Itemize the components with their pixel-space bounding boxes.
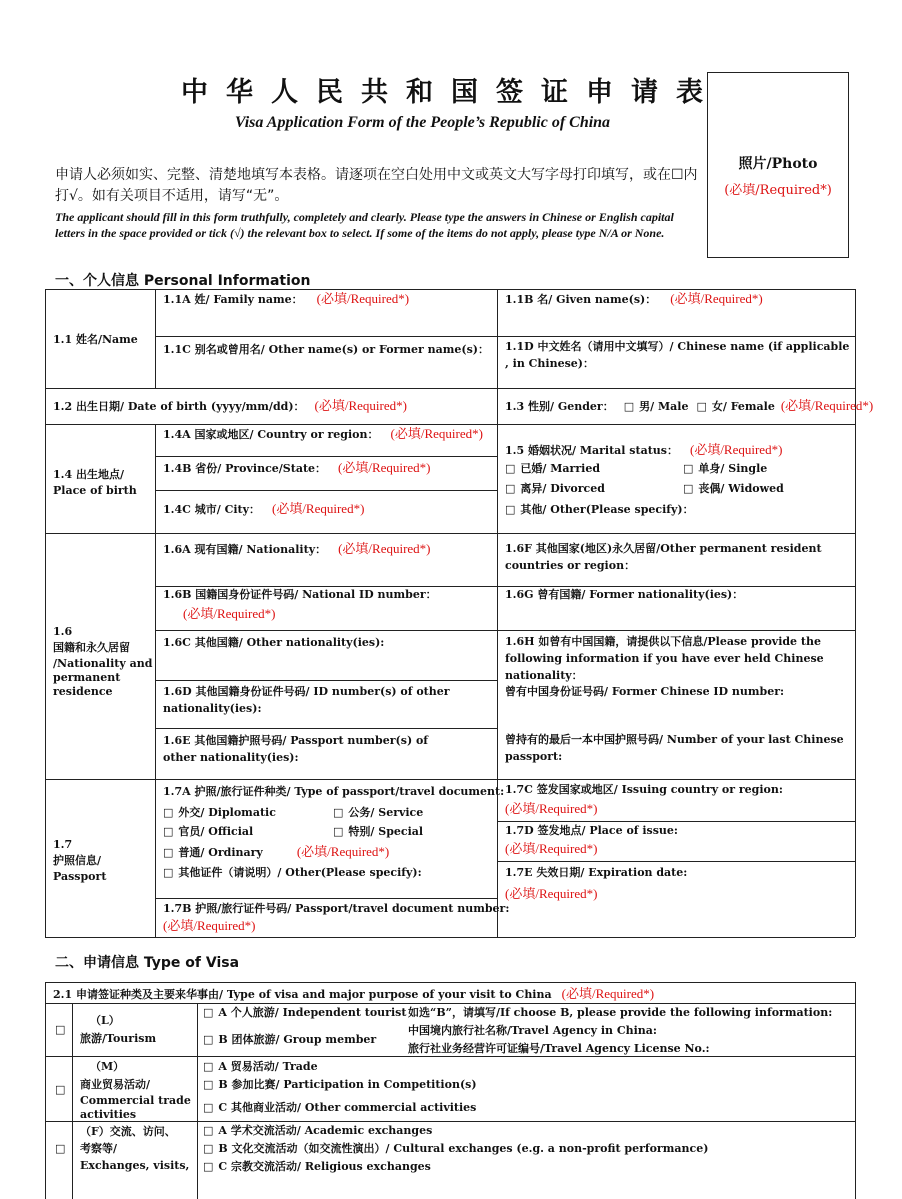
nationality-label-line4: permanent	[53, 671, 121, 684]
passport-label-line2: 护照信息/	[53, 854, 102, 867]
visa-m-name-line1: 商业贸易活动/	[80, 1078, 151, 1091]
travel-agency-license-field[interactable]: 旅行社业务经营许可证编号/Travel Agency License No.:	[408, 1042, 710, 1055]
issuing-country-required[interactable]: (必填/Required*)	[505, 801, 598, 816]
nationality-label-line2: 国籍和永久居留	[53, 641, 130, 654]
photo-box[interactable]	[707, 72, 849, 258]
visa-f-name-line3: Exchanges, visits,	[80, 1159, 190, 1172]
passport-number-label: 1.7B 护照/旅行证件号码/ Passport/travel document number:	[163, 902, 510, 915]
gender-field[interactable]	[505, 397, 873, 415]
dob-label: 1.2 出生日期/ Date of birth (yyyy/mm/dd)：	[53, 400, 305, 413]
visa-f-checkbox[interactable]	[55, 1140, 70, 1157]
section-personal-information: 一、个人信息 Personal Information	[55, 273, 311, 289]
visa-m-a-checkbox[interactable]: □ A 贸易活动/ Trade	[203, 1058, 318, 1075]
gender-label: 1.3 性别/ Gender：	[505, 400, 614, 413]
former-chinese-nationality-note: 1.6H 如曾有中国国籍，请提供以下信息/Please provide the following information if you have ever held Chinese nationality：	[505, 635, 824, 682]
province-label: 1.4B 省份/ Province/State：	[163, 462, 327, 475]
expiration-date-label: 1.7E 失效日期/ Expiration date:	[505, 866, 688, 879]
national-id-required[interactable]: (必填/Required*)	[183, 606, 276, 621]
visa-type-required: (必填/Required*)	[561, 986, 655, 1001]
visa-l-b-checkbox[interactable]: □ B 团体旅游/ Group member	[203, 1031, 376, 1048]
travel-agency-name-field[interactable]: 中国境内旅行社名称/Travel Agency in China:	[408, 1024, 657, 1037]
nationality-label-line5: residence	[53, 685, 113, 698]
visa-m-name-line3: activities	[80, 1108, 137, 1121]
other-id-number-field[interactable]: 1.6D 其他国籍身份证件号码/ ID number(s) of other nationality(ies):	[163, 685, 450, 715]
other-passport-number-field[interactable]: 1.6E 其他国籍护照号码/ Passport number(s) of other nationality(ies):	[163, 734, 429, 764]
visa-m-name-line2: Commercial trade	[80, 1094, 191, 1107]
passport-other-checkbox[interactable]: □ 其他证件（请说明）/ Other(Please specify):	[163, 864, 422, 881]
passport-diplomatic-checkbox[interactable]: □ 外交/ Diplomatic	[163, 804, 276, 821]
family-name-required: (必填/Required*)	[316, 291, 410, 306]
passport-label-line3: Passport	[53, 870, 107, 883]
given-name-required: (必填/Required*)	[670, 291, 763, 306]
former-chinese-id-field[interactable]: 曾有中国身份证号码/ Former Chinese ID number:	[505, 685, 785, 698]
expiration-date-required[interactable]: (必填/Required*)	[505, 886, 598, 901]
permanent-residence-field[interactable]: 1.6F 其他国家(地区)永久居留/Other permanent resident countries or region：	[505, 542, 822, 572]
passport-official-checkbox[interactable]: □ 官员/ Official	[163, 823, 253, 840]
marital-divorced-checkbox[interactable]: □ 离异/ Divorced	[505, 480, 605, 497]
city-required: (必填/Required*)	[271, 501, 365, 516]
passport-service-checkbox[interactable]: □ 公务/ Service	[333, 804, 423, 821]
form-title-english: Visa Application Form of the People’s Republic of China	[234, 114, 611, 131]
dob-field[interactable]	[53, 397, 407, 415]
gender-male-checkbox[interactable]: □ 男/ Male	[624, 400, 689, 413]
country-field[interactable]	[163, 425, 483, 443]
visa-l-name: 旅游/Tourism	[80, 1032, 157, 1045]
given-name-field[interactable]	[505, 290, 763, 308]
province-required: (必填/Required*)	[338, 460, 431, 475]
nationality-field[interactable]	[163, 540, 431, 558]
nationality-label-line1: 1.6	[53, 625, 73, 638]
visa-m-checkbox[interactable]	[55, 1081, 70, 1098]
visa-type-header	[53, 985, 654, 1003]
chinese-name-field[interactable]: 1.1D 中文姓名（请用中文填写）/ Chinese name (if applicable , in Chinese)：	[505, 340, 850, 370]
place-of-issue-label: 1.7D 签发地点/ Place of issue:	[505, 824, 678, 837]
visa-f-name-line2: 考察等/	[80, 1142, 118, 1155]
visa-m-b-checkbox[interactable]: □ B 参加比赛/ Participation in Competition(s)	[203, 1076, 477, 1093]
issuing-country-label: 1.7C 签发国家或地区/ Issuing country or region:	[505, 783, 783, 796]
province-field[interactable]	[163, 459, 430, 477]
passport-type-label: 1.7A 护照/旅行证件种类/ Type of passport/travel document:	[163, 785, 505, 798]
visa-f-b-checkbox[interactable]: □ B 文化交流活动（如交流性演出）/ Cultural exchanges (e.g. a non-profit performance)	[203, 1140, 708, 1157]
name-label: 1.1 姓名/Name	[53, 333, 138, 346]
city-field[interactable]	[163, 500, 364, 518]
pob-label-line1: 1.4 出生地点/	[53, 468, 124, 481]
country-required: (必填/Required*)	[390, 426, 483, 441]
passport-ordinary-checkbox[interactable]: □ 普通/ Ordinary	[163, 846, 263, 859]
pob-label-line2: Place of birth	[53, 484, 137, 497]
instructions-english: The applicant should fill in this form truthfully, completely and clearly. Please type the answers in Chinese or English capital letters in the space provided or tick (√) the relevant box to select. If some of the items do not apply, please type N/A or None.	[55, 210, 674, 240]
nationality-label-line3: /Nationality and	[53, 657, 153, 670]
family-name-field[interactable]	[163, 290, 409, 308]
gender-required: (必填/Required*)	[780, 398, 874, 413]
form-title-chinese: 中华人民共和国签证申请表	[181, 77, 721, 108]
photo-required: (必填/Required*)	[724, 183, 832, 198]
passport-ordinary-row[interactable]	[163, 843, 389, 861]
section-type-of-visa: 二、申请信息 Type of Visa	[55, 955, 240, 971]
visa-m-c-checkbox[interactable]: □ C 其他商业活动/ Other commercial activities	[203, 1099, 476, 1116]
former-nationality-field[interactable]: 1.6G 曾有国籍/ Former nationality(ies)：	[505, 588, 744, 601]
place-of-issue-required[interactable]: (必填/Required*)	[505, 841, 598, 856]
other-nationality-field[interactable]: 1.6C 其他国籍/ Other nationality(ies):	[163, 636, 385, 649]
visa-f-a-checkbox[interactable]: □ A 学术交流活动/ Academic exchanges	[203, 1122, 432, 1139]
given-name-label: 1.1B 名/ Given name(s)：	[505, 293, 657, 306]
city-label: 1.4C 城市/ City：	[163, 503, 260, 516]
photo-label: 照片/Photo	[738, 156, 818, 172]
visa-l-code: （L）	[90, 1014, 120, 1027]
gender-female-checkbox[interactable]: □ 女/ Female	[696, 400, 774, 413]
national-id-label: 1.6B 国籍国身份证件号码/ National ID number：	[163, 588, 437, 601]
passport-special-checkbox[interactable]: □ 特别/ Special	[333, 823, 423, 840]
last-chinese-passport-field[interactable]: 曾持有的最后一本中国护照号码/ Number of your last Chinese passport:	[505, 733, 844, 763]
other-names-field[interactable]: 1.1C 别名或曾用名/ Other name(s) or Former name(s)：	[163, 343, 489, 356]
visa-type-header-label: 2.1 申请签证种类及主要来华事由/ Type of visa and major purpose of your visit to China	[53, 988, 552, 1001]
visa-f-c-checkbox[interactable]: □ C 宗教交流活动/ Religious exchanges	[203, 1158, 431, 1175]
nationality-label: 1.6A 现有国籍/ Nationality：	[163, 543, 327, 556]
marital-single-checkbox[interactable]: □ 单身/ Single	[683, 460, 767, 477]
marital-other-checkbox[interactable]: □ 其他/ Other(Please specify)：	[505, 501, 694, 518]
marital-required: (必填/Required*)	[689, 442, 783, 457]
visa-l-note-line1: 如选“B”，请填写/If choose B, please provide the following information:	[408, 1006, 833, 1019]
visa-l-a-checkbox[interactable]: □ A 个人旅游/ Independent tourist	[203, 1004, 406, 1021]
marital-widowed-checkbox[interactable]: □ 丧偶/ Widowed	[683, 480, 784, 497]
visa-m-code: （M）	[90, 1060, 125, 1073]
family-name-label: 1.1A 姓/ Family name：	[163, 293, 303, 306]
marital-married-checkbox[interactable]: □ 已婚/ Married	[505, 460, 600, 477]
instructions-chinese: 申请人必须如实、完整、清楚地填写本表格。请逐项在空白处用中文或英文大写字母打印填写，或在☐内打√。如有关项目不适用，请写“无”。	[55, 167, 698, 204]
country-label: 1.4A 国家或地区/ Country or region：	[163, 428, 379, 441]
dob-required: (必填/Required*)	[314, 398, 407, 413]
visa-l-checkbox[interactable]	[55, 1021, 70, 1038]
passport-number-required[interactable]: (必填/Required*)	[163, 918, 256, 933]
visa-f-name-line1: （F）交流、访问、	[80, 1125, 176, 1138]
nationality-required: (必填/Required*)	[338, 541, 431, 556]
passport-label-line1: 1.7	[53, 838, 73, 851]
marital-label: 1.5 婚姻状况/ Marital status：	[505, 444, 678, 457]
passport-type-required: (必填/Required*)	[296, 844, 390, 859]
marital-field[interactable]	[505, 441, 782, 459]
